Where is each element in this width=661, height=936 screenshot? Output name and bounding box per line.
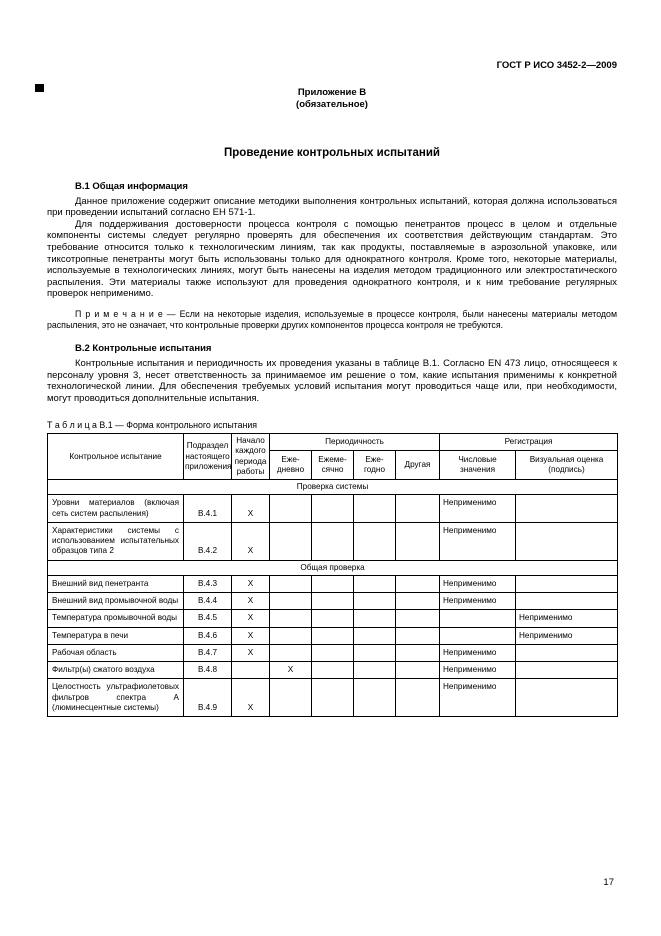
paragraph-b1-2: Для поддерживания достоверности процесса контроля с помощью пенетрантов процесс в целом и отдельные компоненты системы следует регулярно проверять для обеспечения их соответствия действующим стандартам. Это требование относится только к технологическим линиям, так как продукты, поставляемые в аэрозольной упаковке, или тиксотропные пенетранты могут быть использованы только для однократного контроля. Кроме того, некоторые материалы, используемые в технологических линиях, могут быть нанесены на изделия методом традиционного или электростатического распыления. Эти материалы также используют для проведения однократного контроля, и к ним требование регулярных проверок неприменимо. [47, 218, 617, 300]
monthly-cell [312, 662, 354, 679]
start-cell: X [232, 495, 270, 523]
col-header-visual-assessment: Визуальная оценка (подпись) [516, 451, 618, 480]
visual-assessment-cell [516, 495, 618, 523]
yearly-cell [354, 593, 396, 610]
monthly-cell [312, 495, 354, 523]
section-label: Проверка системы [48, 480, 618, 495]
visual-assessment-cell: Неприменимо [516, 627, 618, 644]
visual-assessment-cell [516, 644, 618, 661]
numeric-values-cell: Неприменимо [440, 662, 516, 679]
daily-cell [270, 610, 312, 627]
test-name-cell: Уровни материалов (включая сеть систем распыления) [48, 495, 184, 523]
numeric-values-cell: Неприменимо [440, 644, 516, 661]
visual-assessment-cell [516, 679, 618, 717]
subsection-cell: В.4.8 [184, 662, 232, 679]
daily-cell [270, 495, 312, 523]
other-cell [396, 679, 440, 717]
table-row [48, 495, 618, 523]
col-header-numeric-values: Числовые значения [440, 451, 516, 480]
yearly-cell [354, 522, 396, 560]
visual-assessment-cell [516, 575, 618, 592]
table-row [48, 593, 618, 610]
monthly-cell [312, 627, 354, 644]
table-caption: Т а б л и ц а В.1 — Форма контрольного испытания [47, 420, 258, 431]
daily-cell [270, 593, 312, 610]
control-test-form-table [47, 433, 618, 717]
start-cell: X [232, 679, 270, 717]
test-name-cell: Температура в печи [48, 627, 184, 644]
document-code: ГОСТ Р ИСО 3452-2—2009 [496, 60, 617, 71]
col-header-start: Начало каждого периода работы [232, 434, 270, 480]
annex-subtitle: (обязательное) [296, 98, 368, 110]
registration-mark [35, 84, 44, 92]
monthly-cell [312, 593, 354, 610]
numeric-values-cell: Неприменимо [440, 593, 516, 610]
section-row-system-check [48, 480, 618, 495]
subsection-cell: В.4.1 [184, 495, 232, 523]
paragraph-b1-1: Данное приложение содержит описание методики выполнения контрольных испытаний, которая должна использоваться при проведении испытаний согласно ЕН 571-1. [47, 195, 617, 219]
col-header-monthly: Ежеме-сячно [312, 451, 354, 480]
monthly-cell [312, 644, 354, 661]
test-name-cell: Рабочая область [48, 644, 184, 661]
start-cell: X [232, 522, 270, 560]
note-paragraph: П р и м е ч а н и е — Если на некоторые изделия, используемые в процессе контроля, были нанесены материалы методом распыления, это не означает, что контрольные проверки других компонентов процесса контроля не требуются. [47, 308, 617, 330]
table-row [48, 575, 618, 592]
yearly-cell [354, 644, 396, 661]
daily-cell [270, 644, 312, 661]
page-title: Проведение контрольных испытаний [224, 146, 440, 159]
subsection-cell: В.4.6 [184, 627, 232, 644]
subsection-cell: В.4.4 [184, 593, 232, 610]
col-header-subsection: Подраздел настоящего приложения [184, 434, 232, 480]
numeric-values-cell [440, 627, 516, 644]
numeric-values-cell: Неприменимо [440, 495, 516, 523]
visual-assessment-cell [516, 662, 618, 679]
table-row [48, 522, 618, 560]
subsection-cell: В.4.3 [184, 575, 232, 592]
start-cell [232, 662, 270, 679]
subsection-cell: В.4.9 [184, 679, 232, 717]
test-name-cell: Целостность ультрафиолетовых фильтров спектра А (люминесцентные системы) [48, 679, 184, 717]
test-name-cell: Внешний вид промывочной воды [48, 593, 184, 610]
subsection-cell: В.4.7 [184, 644, 232, 661]
other-cell [396, 495, 440, 523]
section-label: Общая проверка [48, 560, 618, 575]
table-row [48, 662, 618, 679]
table-row [48, 610, 618, 627]
other-cell [396, 627, 440, 644]
col-header-daily: Еже-дневно [270, 451, 312, 480]
annex-title: Приложение В [297, 87, 367, 98]
numeric-values-cell: Неприменимо [440, 575, 516, 592]
col-group-registration: Регистрация [440, 434, 618, 451]
visual-assessment-cell: Неприменимо [516, 610, 618, 627]
visual-assessment-cell [516, 522, 618, 560]
numeric-values-cell: Неприменимо [440, 522, 516, 560]
start-cell: X [232, 575, 270, 592]
start-cell: X [232, 610, 270, 627]
section-b1-heading: В.1 Общая информация [75, 180, 188, 192]
monthly-cell [312, 679, 354, 717]
yearly-cell [354, 495, 396, 523]
table-row [48, 644, 618, 661]
monthly-cell [312, 610, 354, 627]
other-cell [396, 593, 440, 610]
test-name-cell: Фильтр(ы) сжатого воздуха [48, 662, 184, 679]
section-row-general-check [48, 560, 618, 575]
start-cell: X [232, 644, 270, 661]
daily-cell [270, 679, 312, 717]
yearly-cell [354, 575, 396, 592]
section-b2-heading: В.2 Контрольные испытания [75, 342, 212, 354]
paragraph-b2-1: Контрольные испытания и периодичность их проведения указаны в таблице В.1. Согласно EN 473 лицо, относящееся к персоналу уровня 3, несет ответственность за принимаемое им решение о том, какие испытания применимы к конкретной технологической линии. Для обеспечения требуемых условий испытания могут проводиться чаще или, при необходимости, могут проводиться дополнительные испытания. [47, 357, 617, 404]
other-cell [396, 575, 440, 592]
test-name-cell: Температура промывочной воды [48, 610, 184, 627]
start-cell: X [232, 627, 270, 644]
test-name-cell: Характеристики системы с использованием испытательных образцов типа 2 [48, 522, 184, 560]
table-header-row-1 [48, 434, 618, 451]
yearly-cell [354, 662, 396, 679]
daily-cell: X [270, 662, 312, 679]
yearly-cell [354, 679, 396, 717]
col-header-test: Контрольное испытание [48, 434, 184, 480]
start-cell: X [232, 593, 270, 610]
table-row [48, 627, 618, 644]
col-header-other: Другая [396, 451, 440, 480]
col-header-yearly: Еже-годно [354, 451, 396, 480]
col-group-periodicity: Периодичность [270, 434, 440, 451]
other-cell [396, 644, 440, 661]
daily-cell [270, 627, 312, 644]
other-cell [396, 610, 440, 627]
other-cell [396, 522, 440, 560]
daily-cell [270, 575, 312, 592]
visual-assessment-cell [516, 593, 618, 610]
monthly-cell [312, 522, 354, 560]
numeric-values-cell: Неприменимо [440, 679, 516, 717]
subsection-cell: В.4.2 [184, 522, 232, 560]
monthly-cell [312, 575, 354, 592]
yearly-cell [354, 627, 396, 644]
test-name-cell: Внешний вид пенетранта [48, 575, 184, 592]
page-number: 17 [603, 877, 614, 888]
subsection-cell: В.4.5 [184, 610, 232, 627]
other-cell [396, 662, 440, 679]
table-row [48, 679, 618, 717]
daily-cell [270, 522, 312, 560]
numeric-values-cell [440, 610, 516, 627]
yearly-cell [354, 610, 396, 627]
